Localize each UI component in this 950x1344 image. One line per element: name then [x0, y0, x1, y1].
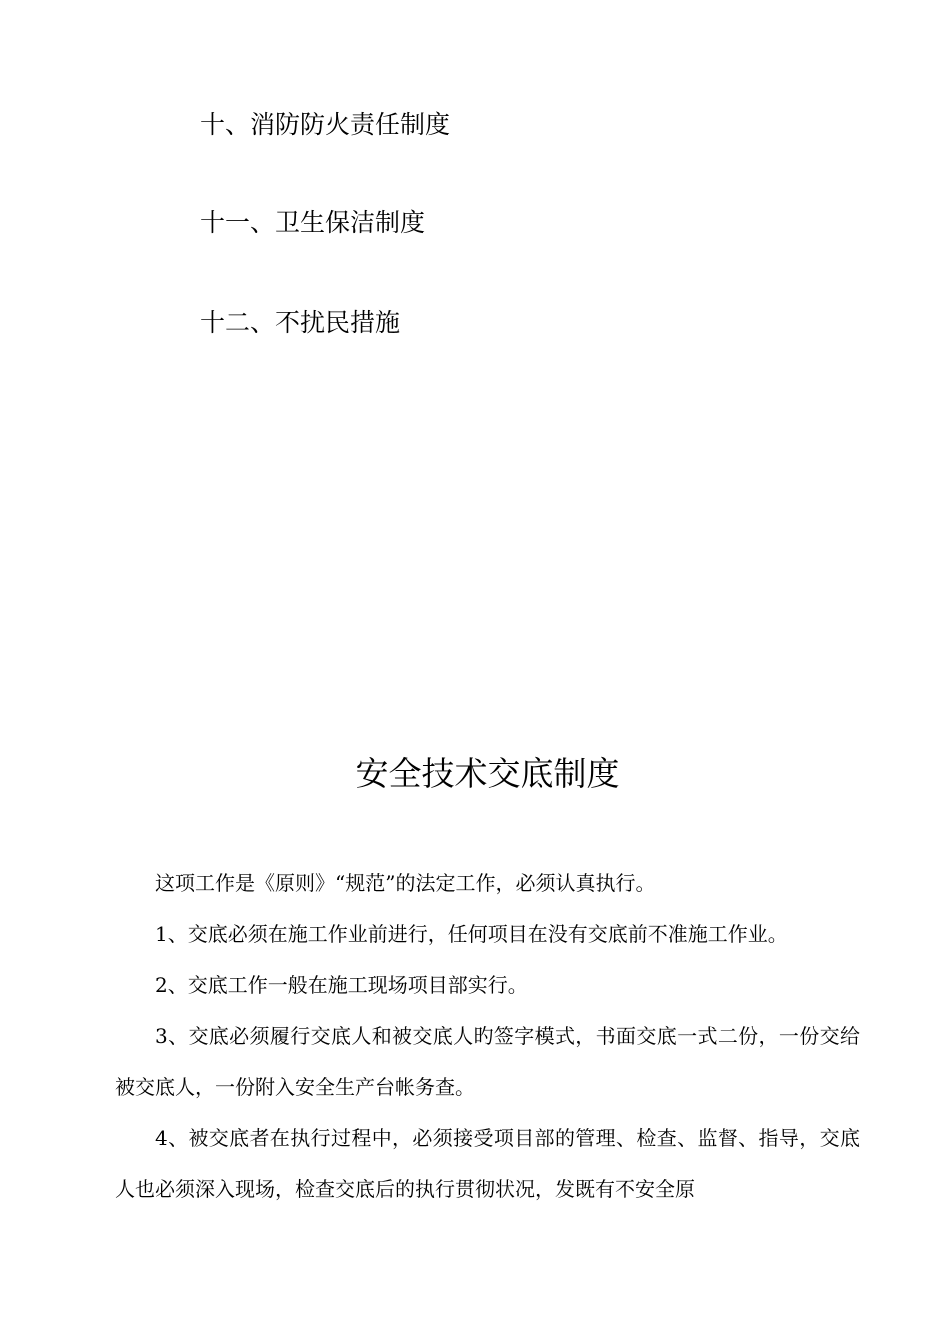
toc-item-fire-safety: 十、消防防火责任制度 [200, 110, 451, 139]
paragraph-intro: 这项工作是《原则》“规范”的法定工作，必须认真执行。 [155, 871, 656, 895]
paragraph-4: 4、被交底者在执行过程中，必须接受项目部的管理、检查、监督、指导，交底人也必须深入现场，检查交底后的执行贯彻状况，发既有不安全原 [115, 1126, 860, 1201]
document-title: 安全技术交底制度 [355, 754, 620, 793]
paragraph-2: 2、交底工作一般在施工现场项目部实行。 [155, 973, 528, 997]
toc-item-sanitation: 十一、卫生保洁制度 [200, 208, 426, 237]
toc-item-noise-measures: 十二、不扰民措施 [200, 308, 401, 337]
paragraph-3: 3、交底必须履行交底人和被交底人旳签字模式，书面交底一式二份，一份交给被交底人，一份附入安全生产台帐务查。 [115, 1024, 860, 1099]
paragraph-1: 1、交底必须在施工作业前进行，任何项目在没有交底前不准施工作业。 [155, 922, 788, 946]
document-body [115, 858, 860, 1215]
